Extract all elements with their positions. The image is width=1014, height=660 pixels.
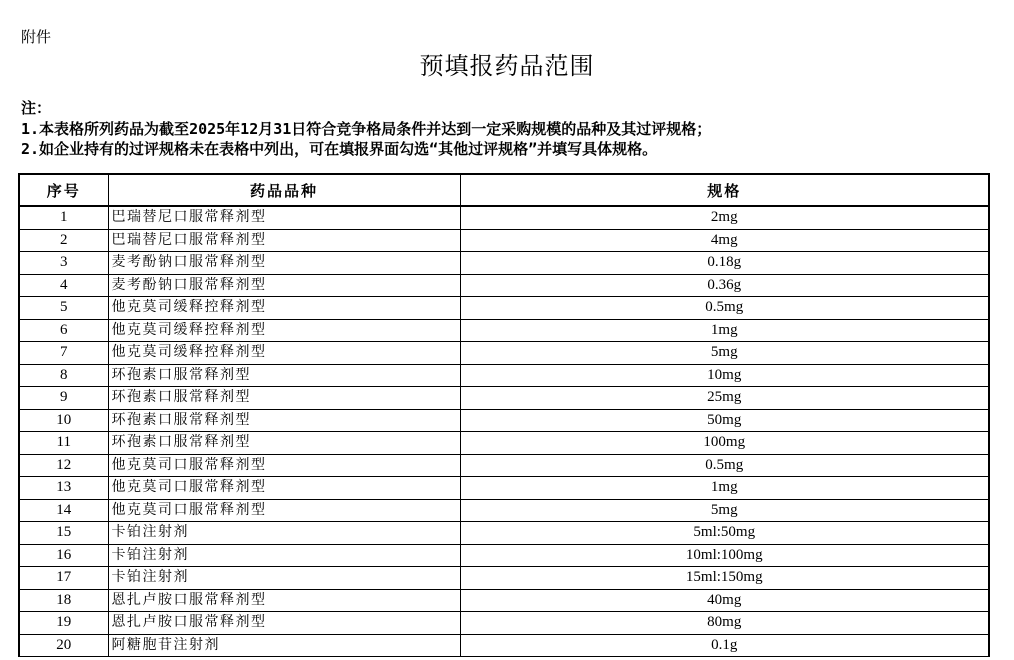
row-drug-variety: 麦考酚钠口服常释剂型	[108, 252, 460, 275]
row-specification: 80mg	[460, 612, 989, 635]
row-drug-variety: 环孢素口服常释剂型	[108, 409, 460, 432]
row-drug-variety: 麦考酚钠口服常释剂型	[108, 274, 460, 297]
row-specification: 5mg	[460, 342, 989, 365]
row-index: 10	[19, 409, 108, 432]
table-row	[19, 364, 989, 387]
row-index: 12	[19, 454, 108, 477]
row-index: 19	[19, 612, 108, 635]
row-index: 9	[19, 387, 108, 410]
header-index: 序号	[19, 174, 108, 206]
row-drug-variety: 巴瑞替尼口服常释剂型	[108, 229, 460, 252]
header-specification: 规格	[460, 174, 989, 206]
row-specification: 0.5mg	[460, 454, 989, 477]
table-row	[19, 432, 989, 455]
row-drug-variety: 环孢素口服常释剂型	[108, 387, 460, 410]
row-index: 2	[19, 229, 108, 252]
table-body	[19, 206, 989, 657]
table-row	[19, 409, 989, 432]
table-row	[19, 387, 989, 410]
row-specification: 0.5mg	[460, 297, 989, 320]
table-row	[19, 319, 989, 342]
notes-heading: 注：	[21, 99, 52, 117]
row-specification: 50mg	[460, 409, 989, 432]
row-index: 14	[19, 499, 108, 522]
row-drug-variety: 卡铂注射剂	[108, 567, 460, 590]
row-specification: 1mg	[460, 477, 989, 500]
row-index: 13	[19, 477, 108, 500]
drug-scope-table	[18, 173, 990, 657]
row-drug-variety: 恩扎卢胺口服常释剂型	[108, 612, 460, 635]
note-line-2: 2.如企业持有的过评规格未在表格中列出，可在填报界面勾选“其他过评规格”并填写具体规格。	[21, 140, 658, 158]
row-index: 5	[19, 297, 108, 320]
row-index: 1	[19, 206, 108, 229]
table-row	[19, 567, 989, 590]
row-index: 15	[19, 522, 108, 545]
table-row	[19, 544, 989, 567]
row-index: 8	[19, 364, 108, 387]
row-index: 20	[19, 634, 108, 657]
row-specification: 0.1g	[460, 634, 989, 657]
document-title: 预填报药品范围	[419, 52, 595, 80]
row-drug-variety: 他克莫司口服常释剂型	[108, 454, 460, 477]
row-drug-variety: 环孢素口服常释剂型	[108, 432, 460, 455]
row-index: 17	[19, 567, 108, 590]
row-drug-variety: 他克莫司口服常释剂型	[108, 499, 460, 522]
row-drug-variety: 卡铂注射剂	[108, 544, 460, 567]
row-index: 7	[19, 342, 108, 365]
table-row	[19, 499, 989, 522]
table-row	[19, 612, 989, 635]
row-drug-variety: 他克莫司缓释控释剂型	[108, 319, 460, 342]
row-specification: 10ml:100mg	[460, 544, 989, 567]
row-drug-variety: 环孢素口服常释剂型	[108, 364, 460, 387]
table-row	[19, 252, 989, 275]
row-specification: 1mg	[460, 319, 989, 342]
row-specification: 40mg	[460, 589, 989, 612]
header-drug-variety: 药品品种	[108, 174, 460, 206]
table-row	[19, 454, 989, 477]
table-row	[19, 206, 989, 229]
attachment-label: 附件	[21, 28, 52, 46]
table-row	[19, 522, 989, 545]
row-specification: 25mg	[460, 387, 989, 410]
row-drug-variety: 恩扎卢胺口服常释剂型	[108, 589, 460, 612]
row-drug-variety: 巴瑞替尼口服常释剂型	[108, 206, 460, 229]
note-line-1: 1.本表格所列药品为截至2025年12月31日符合竞争格局条件并达到一定采购规模的品种及其过评规格；	[21, 119, 712, 138]
table-row	[19, 589, 989, 612]
table-row	[19, 229, 989, 252]
row-drug-variety: 阿糖胞苷注射剂	[108, 634, 460, 657]
table-row	[19, 274, 989, 297]
row-drug-variety: 他克莫司缓释控释剂型	[108, 342, 460, 365]
row-index: 3	[19, 252, 108, 275]
table-row	[19, 297, 989, 320]
row-index: 18	[19, 589, 108, 612]
row-specification: 5ml:50mg	[460, 522, 989, 545]
row-drug-variety: 卡铂注射剂	[108, 522, 460, 545]
row-drug-variety: 他克莫司缓释控释剂型	[108, 297, 460, 320]
row-specification: 4mg	[460, 229, 989, 252]
table-row	[19, 477, 989, 500]
row-index: 16	[19, 544, 108, 567]
row-drug-variety: 他克莫司口服常释剂型	[108, 477, 460, 500]
row-index: 6	[19, 319, 108, 342]
row-specification: 5mg	[460, 499, 989, 522]
row-index: 11	[19, 432, 108, 455]
row-specification: 2mg	[460, 206, 989, 229]
table-row	[19, 634, 989, 657]
row-specification: 100mg	[460, 432, 989, 455]
table-row	[19, 342, 989, 365]
row-specification: 15ml:150mg	[460, 567, 989, 590]
row-index: 4	[19, 274, 108, 297]
row-specification: 10mg	[460, 364, 989, 387]
table-header-row	[19, 174, 989, 206]
notes-section	[21, 98, 711, 160]
row-specification: 0.36g	[460, 274, 989, 297]
row-specification: 0.18g	[460, 252, 989, 275]
